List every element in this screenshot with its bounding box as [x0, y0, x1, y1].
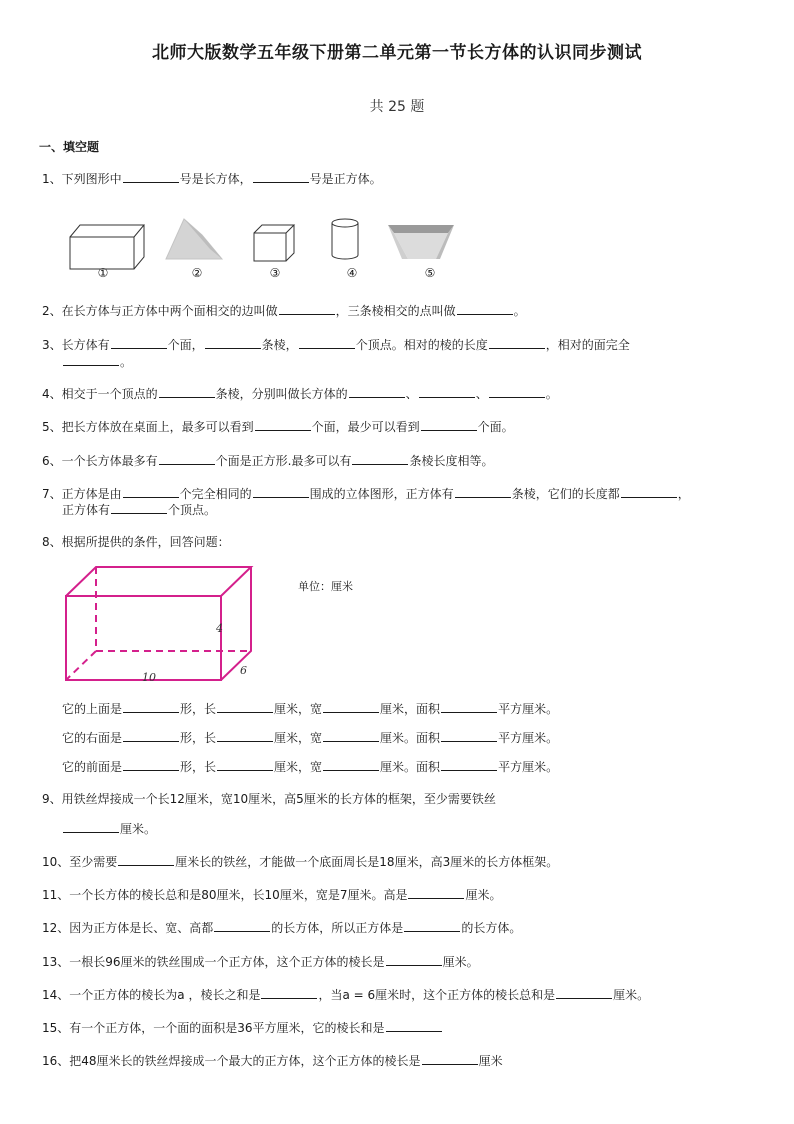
question-text: 它的右面是	[62, 731, 123, 745]
question-text: 一个长方体的棱长总和是80厘米，长10厘米，宽是7厘米。高是	[69, 888, 408, 902]
answer-blank[interactable]	[299, 336, 355, 349]
question-11	[42, 886, 501, 904]
question-text: 一个长方体最多有	[61, 454, 158, 468]
cuboid-diagram	[60, 560, 270, 684]
cuboid-shape	[70, 225, 144, 269]
height-label: 4	[216, 622, 223, 635]
question-number: 1、	[42, 172, 62, 186]
question-text: 它的前面是	[62, 760, 123, 774]
question-1	[42, 170, 382, 188]
question-number: 8、	[42, 535, 62, 549]
answer-blank[interactable]	[441, 700, 497, 713]
question-text: 厘米长的铁丝，才能做一个底面周长是18厘米，高3厘米的长方体框架。	[175, 855, 559, 869]
question-text: 用铁丝焊接成一个长12厘米，宽10厘米，高5厘米的长方体的框架，至少需要铁丝	[61, 792, 496, 806]
question-count: 共 25 题	[369, 99, 425, 115]
answer-blank[interactable]	[408, 886, 464, 899]
section-heading: 一、填空题	[39, 140, 100, 154]
question-number: 3、	[42, 338, 62, 352]
question-text: ，当a = 6厘米时，这个正方体的棱长总和是	[318, 988, 556, 1002]
answer-blank[interactable]	[123, 485, 179, 498]
width-label: 6	[240, 664, 247, 677]
question-10	[42, 853, 558, 871]
question-text: 形，长	[180, 760, 217, 774]
answer-blank[interactable]	[455, 485, 511, 498]
answer-blank[interactable]	[457, 302, 513, 315]
question-number: 6、	[42, 454, 62, 468]
answer-blank[interactable]	[621, 485, 677, 498]
cuboid-top-edges	[66, 567, 251, 596]
shape-label-5: ⑤	[424, 266, 436, 280]
question-text: 厘米。面积	[380, 731, 441, 745]
answer-blank[interactable]	[556, 986, 612, 999]
answer-blank[interactable]	[63, 820, 119, 833]
question-8	[42, 534, 230, 551]
question-text: 平方厘米。	[498, 731, 559, 745]
shape-label-3: ③	[269, 266, 281, 280]
question-text: 个面是正方形.最多可以有	[215, 454, 352, 468]
question-text: 的长方体，所以正方体是	[271, 921, 404, 935]
triangular-prism-shape	[166, 219, 222, 259]
shape-label-4: ④	[346, 266, 358, 280]
question-7-continued	[62, 501, 216, 519]
answer-blank[interactable]	[386, 953, 442, 966]
question-text: 条棱，分别叫做长方体的	[215, 387, 348, 401]
question-text: 下列图形中	[61, 172, 122, 186]
question-text: 号是长方体，	[179, 172, 252, 186]
answer-blank[interactable]	[214, 919, 270, 932]
document-title: 北师大版数学五年级下册第二单元第一节长方体的认识同步测试	[152, 43, 642, 63]
question-16	[42, 1052, 503, 1070]
question-text: 厘米。	[465, 888, 502, 902]
question-number: 9、	[42, 792, 62, 806]
question-number: 13、	[42, 955, 70, 969]
answer-blank[interactable]	[323, 700, 379, 713]
question-text: ，	[677, 487, 690, 501]
answer-blank[interactable]	[63, 353, 119, 366]
question-9-continued	[62, 820, 156, 838]
frustum-shape	[388, 225, 454, 259]
question-text: 厘米。面积	[380, 760, 441, 774]
answer-blank[interactable]	[217, 729, 273, 742]
question-text: 个完全相同的	[179, 487, 252, 501]
cuboid-front-face	[66, 596, 221, 680]
question-text: 、	[475, 387, 488, 401]
question-number: 10、	[42, 855, 70, 869]
question-text: 把48厘米长的铁丝焊接成一个最大的正方体，这个正方体的棱长是	[69, 1054, 421, 1068]
question-2	[42, 302, 526, 320]
question-text: 平方厘米。	[498, 702, 559, 716]
cylinder-shape	[332, 219, 358, 259]
answer-blank[interactable]	[279, 302, 335, 315]
question-text: 一根长96厘米的铁丝围成一个正方体，这个正方体的棱长是	[69, 955, 385, 969]
question-12	[42, 919, 521, 937]
question-text: 厘米。	[120, 822, 157, 836]
question-text: 相交于一个顶点的	[61, 387, 158, 401]
question-text: 号是正方体。	[309, 172, 382, 186]
answer-blank[interactable]	[123, 170, 179, 183]
question-number: 5、	[42, 420, 62, 434]
question-text: 在长方体与正方体中两个面相交的边叫做	[61, 304, 278, 318]
question-text: 有一个正方体，一个面的面积是36平方厘米，它的棱长和是	[69, 1021, 385, 1035]
question-text: 个面，	[167, 338, 204, 352]
question-text: 围成的立体图形，正方体有	[309, 487, 454, 501]
answer-blank[interactable]	[217, 700, 273, 713]
question-text: 正方体有	[62, 503, 111, 517]
length-label: 10	[142, 671, 156, 684]
shape-label-2: ②	[191, 266, 203, 280]
answer-blank[interactable]	[349, 385, 405, 398]
question-text: 厘米，面积	[380, 702, 441, 716]
question-14	[42, 986, 649, 1004]
question-4	[42, 385, 558, 403]
answer-blank[interactable]	[421, 418, 477, 431]
question-15	[42, 1019, 443, 1037]
question-number: 7、	[42, 487, 62, 501]
question-text: 厘米，宽	[274, 731, 323, 745]
answer-blank[interactable]	[489, 385, 545, 398]
question-text: 至少需要	[69, 855, 118, 869]
question-text: 个面。	[477, 420, 514, 434]
answer-blank[interactable]	[261, 986, 317, 999]
question-text: 厘米。	[442, 955, 479, 969]
question-text: 条棱，	[261, 338, 298, 352]
q8-right-face-line	[62, 729, 558, 747]
question-text: 平方厘米。	[498, 760, 559, 774]
cuboid-hidden-edges	[66, 567, 251, 680]
unit-label: 单位：厘米	[298, 580, 353, 593]
q8-top-face-line	[62, 700, 558, 718]
question-text: 形，长	[180, 702, 217, 716]
question-text: 厘米，宽	[274, 760, 323, 774]
answer-blank[interactable]	[386, 1019, 442, 1032]
answer-blank[interactable]	[441, 729, 497, 742]
answer-blank[interactable]	[111, 501, 167, 514]
answer-blank[interactable]	[489, 336, 545, 349]
answer-blank[interactable]	[217, 758, 273, 771]
answer-blank[interactable]	[205, 336, 261, 349]
question-text: 条棱，它们的长度都	[511, 487, 620, 501]
question-13	[42, 953, 479, 971]
shape-label-1: ①	[97, 266, 109, 280]
question-text: 。	[120, 355, 133, 369]
question-number: 11、	[42, 888, 70, 902]
question-text: 厘米。	[613, 988, 650, 1002]
question-text: 、	[405, 387, 418, 401]
answer-blank[interactable]	[123, 729, 179, 742]
question-number: 16、	[42, 1054, 70, 1068]
question-text: 个顶点。	[168, 503, 217, 517]
question-9	[42, 791, 496, 808]
answer-blank[interactable]	[111, 336, 167, 349]
q8-front-face-line	[62, 758, 558, 776]
question-text: 厘米，宽	[274, 702, 323, 716]
question-text: 因为正方体是长、宽、高都	[69, 921, 214, 935]
answer-blank[interactable]	[118, 853, 174, 866]
answer-blank[interactable]	[123, 758, 179, 771]
question-number: 2、	[42, 304, 62, 318]
question-3	[42, 336, 630, 354]
answer-blank[interactable]	[441, 758, 497, 771]
question-text: 个面，最少可以看到	[311, 420, 420, 434]
question-text: 一个正方体的棱长为a ，棱长之和是	[69, 988, 261, 1002]
question-3-continued	[62, 353, 132, 371]
answer-blank[interactable]	[323, 758, 379, 771]
question-text: 长方体有	[61, 338, 110, 352]
question-text: 。	[513, 304, 526, 318]
question-number: 14、	[42, 988, 70, 1002]
answer-blank[interactable]	[352, 452, 408, 465]
question-number: 15、	[42, 1021, 70, 1035]
question-text: 它的上面是	[62, 702, 123, 716]
question-text: 把长方体放在桌面上，最多可以看到	[61, 420, 254, 434]
answer-blank[interactable]	[159, 452, 215, 465]
answer-blank[interactable]	[253, 485, 309, 498]
answer-blank[interactable]	[123, 700, 179, 713]
question-text: 根据所提供的条件，回答问题：	[61, 535, 230, 549]
question-number: 4、	[42, 387, 62, 401]
answer-blank[interactable]	[404, 919, 460, 932]
question-text: ，相对的面完全	[545, 338, 630, 352]
question-6	[42, 452, 494, 470]
answer-blank[interactable]	[422, 1052, 478, 1065]
question-text: 条棱长度相等。	[409, 454, 494, 468]
question-text: 厘米	[478, 1054, 503, 1068]
question-text: 的长方体。	[461, 921, 522, 935]
question-text: 形，长	[180, 731, 217, 745]
question-5	[42, 418, 514, 436]
answer-blank[interactable]	[255, 418, 311, 431]
question-number: 12、	[42, 921, 70, 935]
answer-blank[interactable]	[419, 385, 475, 398]
question-text: 正方体是由	[61, 487, 122, 501]
question-text: 个顶点。相对的棱的长度	[355, 338, 488, 352]
answer-blank[interactable]	[159, 385, 215, 398]
question-text: ，三条棱相交的点叫做	[335, 304, 456, 318]
question-text: 。	[545, 387, 558, 401]
answer-blank[interactable]	[323, 729, 379, 742]
answer-blank[interactable]	[253, 170, 309, 183]
cube-shape	[254, 225, 294, 261]
